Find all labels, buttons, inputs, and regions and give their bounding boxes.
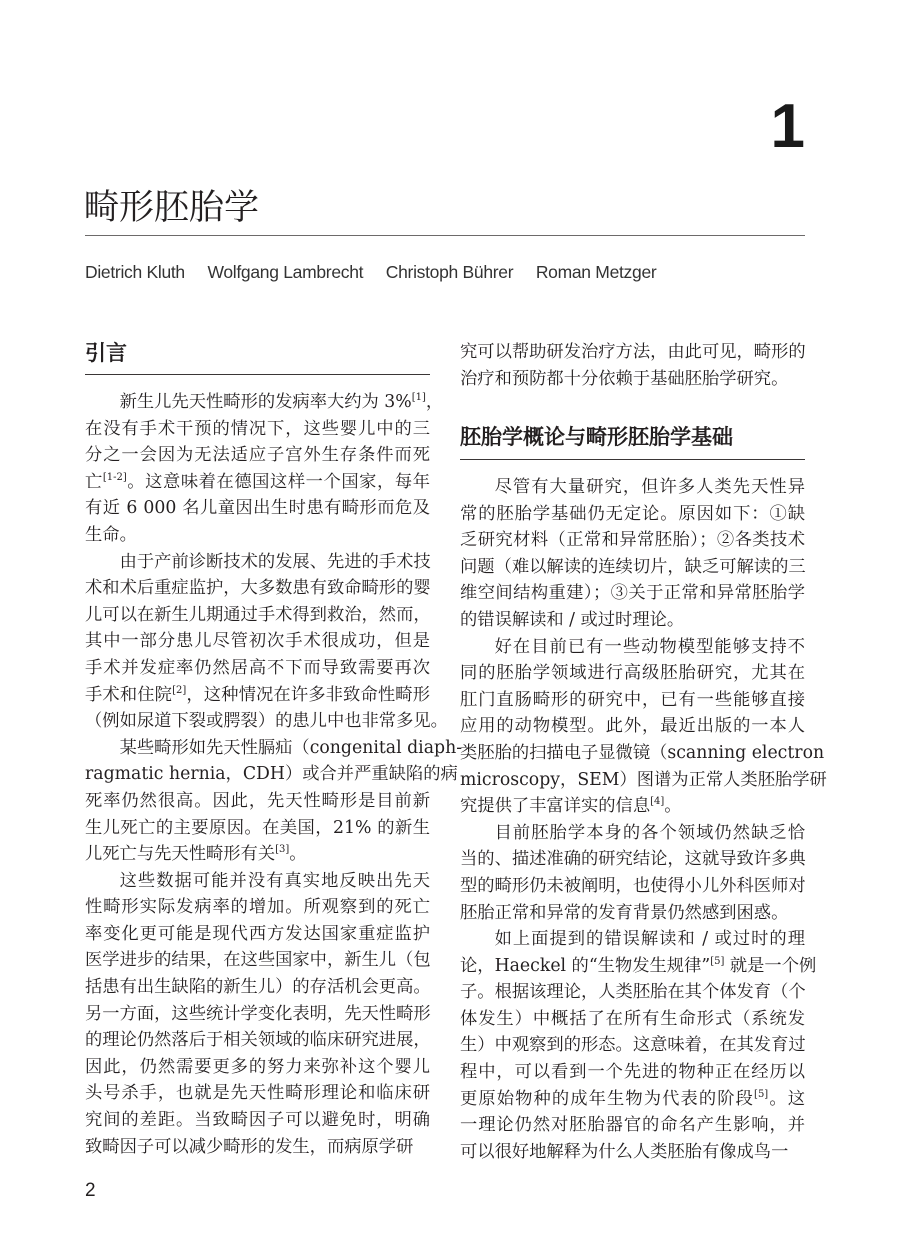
- text-line: 维空间结构重建）；③关于正常和异常胚胎学: [460, 583, 805, 604]
- paragraph: [460, 820, 805, 926]
- text-line: 究可以帮助研发治疗方法，由此可见，畸形的: [460, 342, 806, 362]
- chapter-title: 畸形胚胎学: [84, 188, 260, 227]
- text-line: 亡[1-2]。这意味着在德国这样一个国家，每年: [85, 471, 430, 492]
- right-column-continuation: [460, 339, 805, 392]
- citation-reference: [1-2]: [102, 471, 127, 483]
- text-line: 新生儿先天性畸形的发病率大约为 3%[1]，: [119, 392, 444, 412]
- text-line: ragmatic hernia，CDH）或合并严重缺陷的病: [85, 764, 458, 785]
- text-line: 术和术后重症监护，大多数患有致命畸形的婴: [85, 578, 431, 599]
- text-line: 子。根据该理论，人类胚胎在其个体发育（个: [460, 982, 806, 1003]
- text-line: 儿可以在新生儿期通过手术得到救治，然而，: [85, 604, 431, 625]
- author: Wolfgang Lambrecht: [207, 262, 364, 282]
- text-line: 可以很好地解释为什么人类胚胎有像成鸟一: [460, 1141, 789, 1162]
- text-line: 由于产前诊断技术的发展、先进的手术技: [119, 551, 431, 572]
- text-line: 某些畸形如先天性膈疝（congenital diaph-: [119, 737, 463, 758]
- paragraph: [85, 389, 444, 549]
- text-line: 程中，可以看到一个先进的物种正在经历以: [460, 1062, 805, 1083]
- text-line: 究提供了丰富详实的信息[4]。: [460, 796, 682, 817]
- text-line: 乏研究材料（正常和异常胚胎）；②各类技术: [460, 530, 805, 551]
- text-line: 的理论仍然落后于相关领域的临床研究进展，: [85, 1030, 431, 1051]
- citation-reference: [5]: [754, 1088, 769, 1100]
- text-line: 如上面提到的错误解读和 / 或过时的理: [494, 929, 805, 950]
- text-line: 医学进步的结果，在这些国家中，新生儿（包: [85, 950, 431, 971]
- text-line: 儿死亡与先天性畸形有关[3]。: [85, 844, 307, 865]
- author-list: [85, 260, 674, 284]
- paragraph: [460, 926, 817, 1165]
- paragraph: [460, 634, 827, 820]
- text-line: 一理论仍然对胚胎器官的命名产生影响，并: [460, 1115, 805, 1136]
- author: Christoph Bührer: [385, 262, 514, 282]
- paragraph: [460, 474, 805, 634]
- citation-reference: [3]: [275, 844, 290, 856]
- text-line: 手术和住院[2]，这种情况在许多非致命性畸形: [85, 684, 430, 705]
- page-number: 2: [85, 1180, 96, 1201]
- author: Dietrich Kluth: [85, 262, 185, 282]
- title-divider: [85, 235, 805, 236]
- citation-reference: [1]: [411, 392, 426, 403]
- text-line: 更原始物种的成年生物为代表的阶段[5]。这: [460, 1088, 805, 1109]
- text-line: 同的胚胎学领域进行高级胚胎研究，尤其在: [460, 663, 805, 684]
- text-line: 类胚胎的扫描电子显微镜（scanning electron: [460, 742, 825, 763]
- text-line: 在没有手术干预的情况下，这些婴儿中的三: [85, 418, 430, 439]
- text-line: 括患有出生缺陷的新生儿）的存活机会更高。: [85, 977, 431, 998]
- section-divider: [85, 374, 430, 375]
- text-line: 当的、描述准确的研究结论，这就导致许多典: [460, 849, 806, 870]
- text-line: microscopy，SEM）图谱为正常人类胚胎学研: [460, 769, 827, 790]
- text-line: 目前胚胎学本身的各个领域仍然缺乏恰: [494, 822, 805, 843]
- text-line: 体发生）中概括了在所有生命形式（系统发: [460, 1008, 805, 1029]
- text-line: 问题（难以解读的连续切片，缺乏可解读的三: [460, 556, 806, 577]
- text-line: 好在目前已有一些动物模型能够支持不: [494, 636, 805, 657]
- citation-reference: [4]: [650, 796, 665, 808]
- section-heading-introduction: 引言: [85, 342, 127, 365]
- text-line: 治疗和预防都十分依赖于基础胚胎学研究。: [460, 368, 789, 389]
- text-line: 常的胚胎学基础仍无定论。原因如下：①缺: [460, 503, 805, 524]
- citation-reference: [2]: [172, 684, 187, 696]
- citation-reference: [5]: [710, 955, 725, 967]
- text-line: 有近 6 000 名儿童因出生时患有畸形而危及: [85, 498, 430, 519]
- text-line: 生命。: [85, 524, 137, 545]
- text-line: 型的畸形仍未被阐明，也使得小儿外科医师对: [460, 875, 806, 896]
- section-divider: [460, 459, 805, 460]
- text-line: 分之一会因为无法适应子宫外生存条件而死: [85, 445, 430, 466]
- text-line: 究间的差距。当致畸因子可以避免时，明确: [85, 1110, 430, 1131]
- right-column-body: [460, 474, 827, 1165]
- text-line: 的错误解读和 / 或过时理论。: [460, 609, 685, 630]
- section-heading-embryology-basics: 胚胎学概论与畸形胚胎学基础: [460, 426, 733, 449]
- text-line: 因此，仍然需要更多的努力来弥补这个婴儿: [85, 1056, 430, 1077]
- text-line: 应用的动物模型。此外，最近出版的一本人: [460, 716, 805, 737]
- text-line: 尽管有大量研究，但许多人类先天性异: [494, 477, 805, 497]
- text-line: 生儿死亡的主要原因。在美国，21% 的新生: [85, 817, 430, 838]
- text-line: （例如尿道下裂或腭裂）的患儿中也非常多见。: [85, 711, 448, 732]
- text-line: 性畸形实际发病率的增加。所观察到的死亡: [85, 897, 430, 918]
- paragraph: [460, 339, 805, 392]
- text-line: 胚胎正常和异常的发育背景仍然感到困惑。: [460, 902, 789, 923]
- text-line: 手术并发症率仍然居高不下而导致需要再次: [85, 657, 430, 678]
- text-line: 死率仍然很高。因此，先天性畸形是目前新: [85, 790, 430, 811]
- text-line: 头号杀手，也就是先天性畸形理论和临床研: [85, 1083, 430, 1104]
- text-line: 致畸因子可以减少畸形的发生，而病原学研: [85, 1136, 414, 1157]
- text-line: 生）中观察到的形态。这意味着，在其发育过: [460, 1035, 806, 1056]
- chapter-number: 1: [770, 92, 805, 161]
- author: Roman Metzger: [535, 262, 657, 282]
- text-line: 率变化更可能是现代西方发达国家重症监护: [85, 923, 430, 944]
- text-line: 肛门直肠畸形的研究中，已有一些能够直接: [460, 689, 805, 710]
- left-column-body: [85, 389, 463, 1160]
- text-line: 这些数据可能并没有真实地反映出先天: [119, 870, 430, 891]
- paragraph: [85, 549, 448, 735]
- text-line: 其中一部分患儿尽管初次手术很成功，但是: [85, 631, 430, 652]
- paragraph: [85, 868, 430, 1161]
- paragraph: [85, 735, 463, 868]
- text-line: 论，Haeckel 的“生物发生规律”[5] 就是一个例: [460, 955, 817, 976]
- text-line: 另一方面，这些统计学变化表明，先天性畸形: [85, 1003, 431, 1024]
